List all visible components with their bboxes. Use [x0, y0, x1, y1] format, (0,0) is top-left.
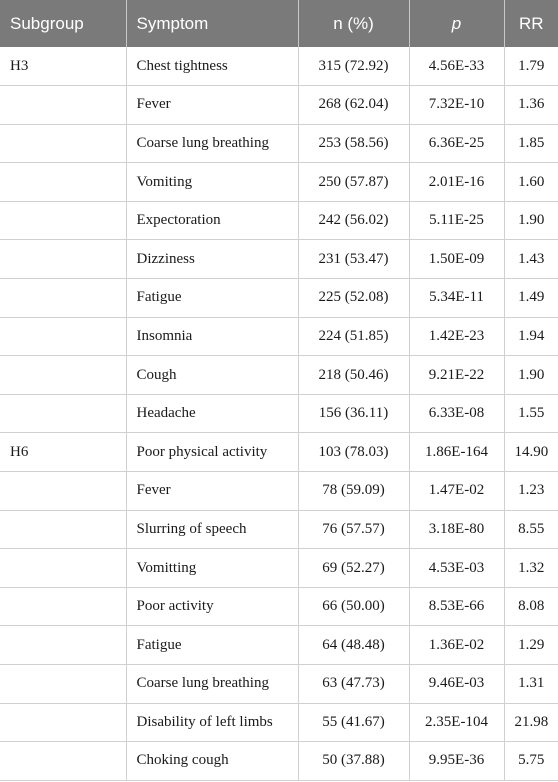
- cell-p-value: 1.47E-02: [409, 472, 504, 511]
- cell-n-percent: 156 (36.11): [298, 394, 409, 433]
- cell-subgroup: [0, 201, 126, 240]
- cell-symptom: Poor activity: [126, 587, 298, 626]
- cell-symptom: Cough: [126, 356, 298, 395]
- cell-rr: 1.31: [504, 665, 558, 704]
- cell-symptom: Chest tightness: [126, 47, 298, 86]
- cell-subgroup: [0, 626, 126, 665]
- cell-subgroup: [0, 356, 126, 395]
- cell-n-percent: 78 (59.09): [298, 472, 409, 511]
- cell-p-value: 9.46E-03: [409, 665, 504, 704]
- cell-rr: 1.90: [504, 356, 558, 395]
- cell-n-percent: 253 (58.56): [298, 124, 409, 163]
- cell-p-value: 5.34E-11: [409, 279, 504, 318]
- cell-symptom: Fever: [126, 472, 298, 511]
- cell-p-value: 6.33E-08: [409, 394, 504, 433]
- cell-p-value: 1.42E-23: [409, 317, 504, 356]
- cell-p-value: 8.53E-66: [409, 587, 504, 626]
- table-row: [0, 742, 558, 781]
- cell-p-value: 7.32E-10: [409, 86, 504, 125]
- header-row: [0, 0, 558, 47]
- cell-n-percent: 225 (52.08): [298, 279, 409, 318]
- cell-rr: 1.90: [504, 201, 558, 240]
- cell-symptom: Expectoration: [126, 201, 298, 240]
- cell-p-value: 1.36E-02: [409, 626, 504, 665]
- header-symptom: Symptom: [126, 0, 298, 47]
- table-row: [0, 86, 558, 125]
- cell-rr: 1.85: [504, 124, 558, 163]
- cell-n-percent: 250 (57.87): [298, 163, 409, 202]
- cell-p-value: 5.11E-25: [409, 201, 504, 240]
- cell-rr: 8.55: [504, 510, 558, 549]
- table-row: [0, 317, 558, 356]
- table-row: [0, 665, 558, 704]
- cell-n-percent: 231 (53.47): [298, 240, 409, 279]
- cell-symptom: Disability of left limbs: [126, 703, 298, 742]
- cell-subgroup: [0, 124, 126, 163]
- cell-n-percent: 103 (78.03): [298, 433, 409, 472]
- cell-subgroup: [0, 394, 126, 433]
- cell-symptom: Insomnia: [126, 317, 298, 356]
- table-row: [0, 587, 558, 626]
- cell-subgroup: [0, 163, 126, 202]
- cell-p-value: 6.36E-25: [409, 124, 504, 163]
- cell-symptom: Coarse lung breathing: [126, 124, 298, 163]
- cell-n-percent: 76 (57.57): [298, 510, 409, 549]
- cell-symptom: Headache: [126, 394, 298, 433]
- header-p-value: p: [409, 0, 504, 47]
- cell-p-value: 9.21E-22: [409, 356, 504, 395]
- cell-n-percent: 242 (56.02): [298, 201, 409, 240]
- cell-symptom: Vomitting: [126, 549, 298, 588]
- cell-p-value: 4.56E-33: [409, 47, 504, 86]
- cell-rr: 1.94: [504, 317, 558, 356]
- table-row: [0, 240, 558, 279]
- cell-rr: 1.55: [504, 394, 558, 433]
- cell-subgroup: [0, 279, 126, 318]
- cell-symptom: Vomiting: [126, 163, 298, 202]
- cell-subgroup: [0, 240, 126, 279]
- table-row: [0, 703, 558, 742]
- table-row: [0, 356, 558, 395]
- cell-n-percent: 63 (47.73): [298, 665, 409, 704]
- cell-p-value: 2.35E-104: [409, 703, 504, 742]
- cell-subgroup: H6: [0, 433, 126, 472]
- cell-subgroup: [0, 86, 126, 125]
- table-row: [0, 433, 558, 472]
- table-header: [0, 0, 558, 47]
- cell-subgroup: [0, 472, 126, 511]
- cell-p-value: 4.53E-03: [409, 549, 504, 588]
- cell-symptom: Fever: [126, 86, 298, 125]
- cell-symptom: Coarse lung breathing: [126, 665, 298, 704]
- table-row: [0, 626, 558, 665]
- cell-rr: 1.36: [504, 86, 558, 125]
- cell-subgroup: [0, 549, 126, 588]
- cell-n-percent: 55 (41.67): [298, 703, 409, 742]
- table-row: [0, 163, 558, 202]
- cell-n-percent: 66 (50.00): [298, 587, 409, 626]
- cell-rr: 1.79: [504, 47, 558, 86]
- cell-n-percent: 218 (50.46): [298, 356, 409, 395]
- cell-p-value: 3.18E-80: [409, 510, 504, 549]
- cell-rr: 1.23: [504, 472, 558, 511]
- cell-symptom: Fatigue: [126, 279, 298, 318]
- cell-rr: 1.49: [504, 279, 558, 318]
- cell-rr: 5.75: [504, 742, 558, 781]
- table-row: [0, 124, 558, 163]
- cell-subgroup: H3: [0, 47, 126, 86]
- cell-subgroup: [0, 317, 126, 356]
- cell-rr: 1.60: [504, 163, 558, 202]
- table-row: [0, 510, 558, 549]
- table-body: [0, 47, 558, 780]
- cell-subgroup: [0, 587, 126, 626]
- cell-p-value: 2.01E-16: [409, 163, 504, 202]
- table-row: [0, 201, 558, 240]
- cell-rr: 1.32: [504, 549, 558, 588]
- header-subgroup: Subgroup: [0, 0, 126, 47]
- header-rr: RR: [504, 0, 558, 47]
- cell-subgroup: [0, 665, 126, 704]
- header-n-percent: n (%): [298, 0, 409, 47]
- cell-symptom: Dizziness: [126, 240, 298, 279]
- cell-subgroup: [0, 742, 126, 781]
- cell-n-percent: 69 (52.27): [298, 549, 409, 588]
- cell-n-percent: 315 (72.92): [298, 47, 409, 86]
- table-row: [0, 279, 558, 318]
- cell-p-value: 9.95E-36: [409, 742, 504, 781]
- cell-rr: 8.08: [504, 587, 558, 626]
- cell-symptom: Fatigue: [126, 626, 298, 665]
- cell-subgroup: [0, 510, 126, 549]
- table-row: [0, 549, 558, 588]
- cell-symptom: Slurring of speech: [126, 510, 298, 549]
- cell-rr: 1.43: [504, 240, 558, 279]
- cell-n-percent: 50 (37.88): [298, 742, 409, 781]
- cell-n-percent: 64 (48.48): [298, 626, 409, 665]
- cell-rr: 14.90: [504, 433, 558, 472]
- cell-symptom: Choking cough: [126, 742, 298, 781]
- table-row: [0, 47, 558, 86]
- cell-n-percent: 224 (51.85): [298, 317, 409, 356]
- cell-rr: 1.29: [504, 626, 558, 665]
- cell-p-value: 1.50E-09: [409, 240, 504, 279]
- cell-subgroup: [0, 703, 126, 742]
- cell-symptom: Poor physical activity: [126, 433, 298, 472]
- table-row: [0, 472, 558, 511]
- cell-rr: 21.98: [504, 703, 558, 742]
- table-row: [0, 394, 558, 433]
- cell-n-percent: 268 (62.04): [298, 86, 409, 125]
- cell-p-value: 1.86E-164: [409, 433, 504, 472]
